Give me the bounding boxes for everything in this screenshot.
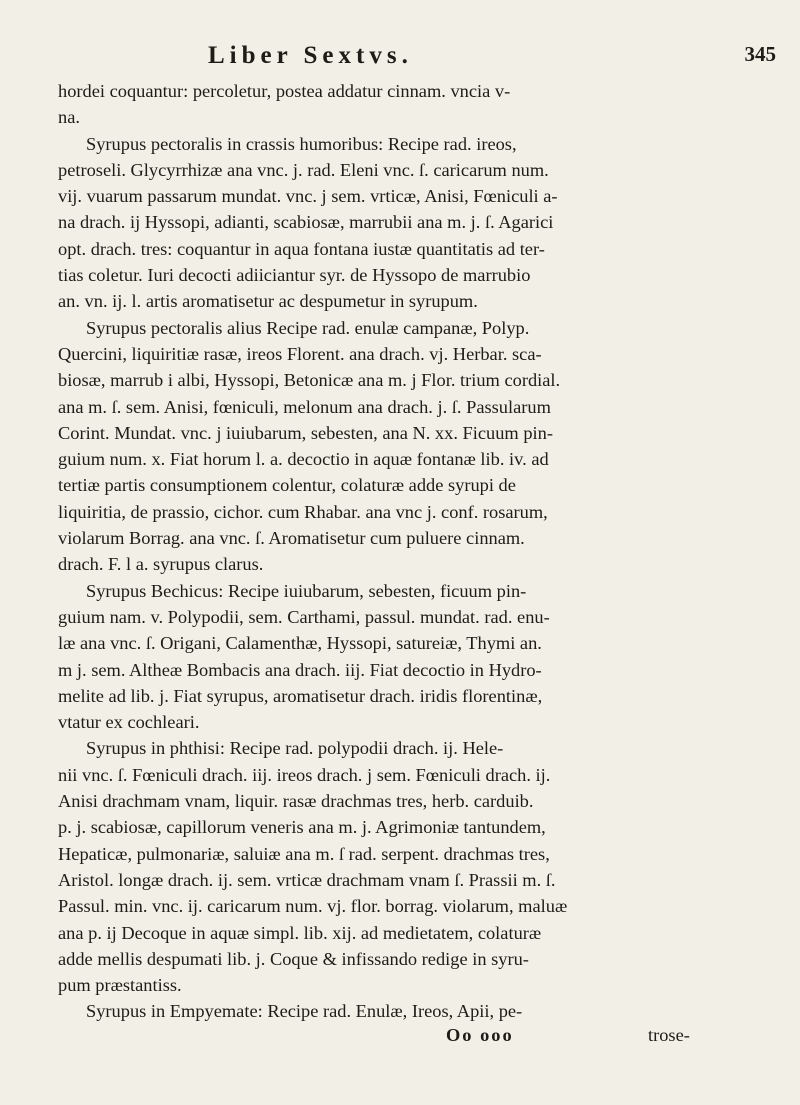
text-line: petroseli. Glycyrrhizæ ana vnc. j. rad. Eleni vnc. ſ. caricarum num. bbox=[58, 159, 549, 180]
text-line: drach. F. l a. syrupus clarus. bbox=[58, 554, 264, 575]
catchword-row bbox=[40, 1025, 780, 1051]
text-line: Corint. Mundat. vnc. j iuiubarum, sebesten, ana N. xx. Ficuum pin- bbox=[58, 422, 553, 443]
text-line: opt. drach. tres: coquantur in aqua fontana iustæ quantitatis ad ter- bbox=[58, 238, 545, 259]
text-line: Quercini, liquiritiæ rasæ, ireos Florent. ana drach. vj. Herbar. sca- bbox=[58, 343, 542, 364]
catchword: trose- bbox=[648, 1024, 690, 1045]
text-line: m j. sem. Altheæ Bombacis ana drach. iij. Fiat decoctio in Hydro- bbox=[58, 659, 542, 680]
text-line: nii vnc. ſ. Fœniculi drach. iij. ireos drach. j sem. Fœniculi drach. ij. bbox=[58, 764, 551, 785]
text-line: guium nam. v. Polypodii, sem. Carthami, passul. mundat. rad. enu- bbox=[58, 606, 550, 627]
text-line: Aristol. longæ drach. ij. sem. vrticæ drachmam vnam ſ. Prassii m. ſ. bbox=[58, 869, 556, 890]
signature-mark: Oo ooo bbox=[446, 1024, 514, 1045]
text-line: læ ana vnc. ſ. Origani, Calamenthæ, Hyssopi, satureiæ, Thymi an. bbox=[58, 633, 542, 654]
text-line: Syrupus pectoralis in crassis humoribus: Recipe rad. ireos, bbox=[86, 133, 517, 154]
text-line: Syrupus in phthisi: Recipe rad. polypodii drach. ij. Hele- bbox=[86, 738, 504, 759]
text-line: pum præstantiss. bbox=[58, 975, 182, 996]
text-line: Anisi drachmam vnam, liquir. rasæ drachmas tres, herb. carduib. bbox=[58, 791, 534, 812]
text-line: p. j. scabiosæ, capillorum veneris ana m. j. Agrimoniæ tantundem, bbox=[58, 817, 546, 838]
text-line: biosæ, marrub i albi, Hyssopi, Betonicæ ana m. j Flor. trium cordial. bbox=[58, 370, 561, 391]
text-line: Syrupus Bechicus: Recipe iuiubarum, sebesten, ficuum pin- bbox=[86, 580, 527, 601]
text-line: adde mellis despumati lib. j. Coque & infissando redige in syru- bbox=[58, 948, 529, 969]
text-line: melite ad lib. j. Fiat syrupus, aromatisetur drach. iridis florentinæ, bbox=[58, 685, 543, 706]
body-text bbox=[58, 78, 770, 1025]
text-line: ana p. ij Decoque in aquæ simpl. lib. xij. ad medietatem, colaturæ bbox=[58, 922, 542, 943]
text-line: an. vn. ij. l. artis aromatisetur ac despumetur in syrupum. bbox=[58, 291, 478, 312]
page-number: 345 bbox=[744, 42, 776, 66]
page-header bbox=[96, 42, 780, 78]
text-line: violarum Borrag. ana vnc. ſ. Aromatisetur cum puluere cinnam. bbox=[58, 528, 525, 549]
text-line: ana m. ſ. sem. Anisi, fœniculi, melonum ana drach. j. ſ. Passularum bbox=[58, 396, 551, 417]
text-line: tias coletur. Iuri decocti adiiciantur syr. de Hyssopo de marrubio bbox=[58, 265, 531, 286]
text-line: Hepaticæ, pulmonariæ, saluiæ ana m. ſ rad. serpent. drachmas tres, bbox=[58, 843, 550, 864]
text-line: Syrupus pectoralis alius Recipe rad. enulæ campanæ, Polyp. bbox=[86, 317, 530, 338]
text-line: Passul. min. vnc. ij. caricarum num. vj. flor. borrag. violarum, maluæ bbox=[58, 896, 568, 917]
text-line: guium num. x. Fiat horum l. a. decoctio in aquæ fontanæ lib. iv. ad bbox=[58, 449, 549, 470]
text-line: Syrupus in Empyemate: Recipe rad. Enulæ, Ireos, Apii, pe- bbox=[86, 1001, 523, 1022]
text-line: liquiritia, de prassio, cichor. cum Rhabar. ana vnc j. conf. rosarum, bbox=[58, 501, 548, 522]
text-line: hordei coquantur: percoletur, postea addatur cinnam. vncia v- bbox=[58, 81, 511, 101]
text-line: na drach. ij Hyssopi, adianti, scabiosæ, marrubii ana m. j. ſ. Agarici bbox=[58, 212, 554, 233]
running-title: Liber Sextvs. bbox=[208, 42, 413, 69]
text-line: vij. vuarum passarum mundat. vnc. j sem. vrticæ, Anisi, Fœniculi a- bbox=[58, 186, 558, 207]
text-line: na. bbox=[58, 107, 80, 128]
text-line: vtatur ex cochleari. bbox=[58, 712, 200, 733]
book-page bbox=[40, 42, 780, 1051]
text-line: tertiæ partis consumptionem colentur, colaturæ adde syrupi de bbox=[58, 475, 516, 496]
